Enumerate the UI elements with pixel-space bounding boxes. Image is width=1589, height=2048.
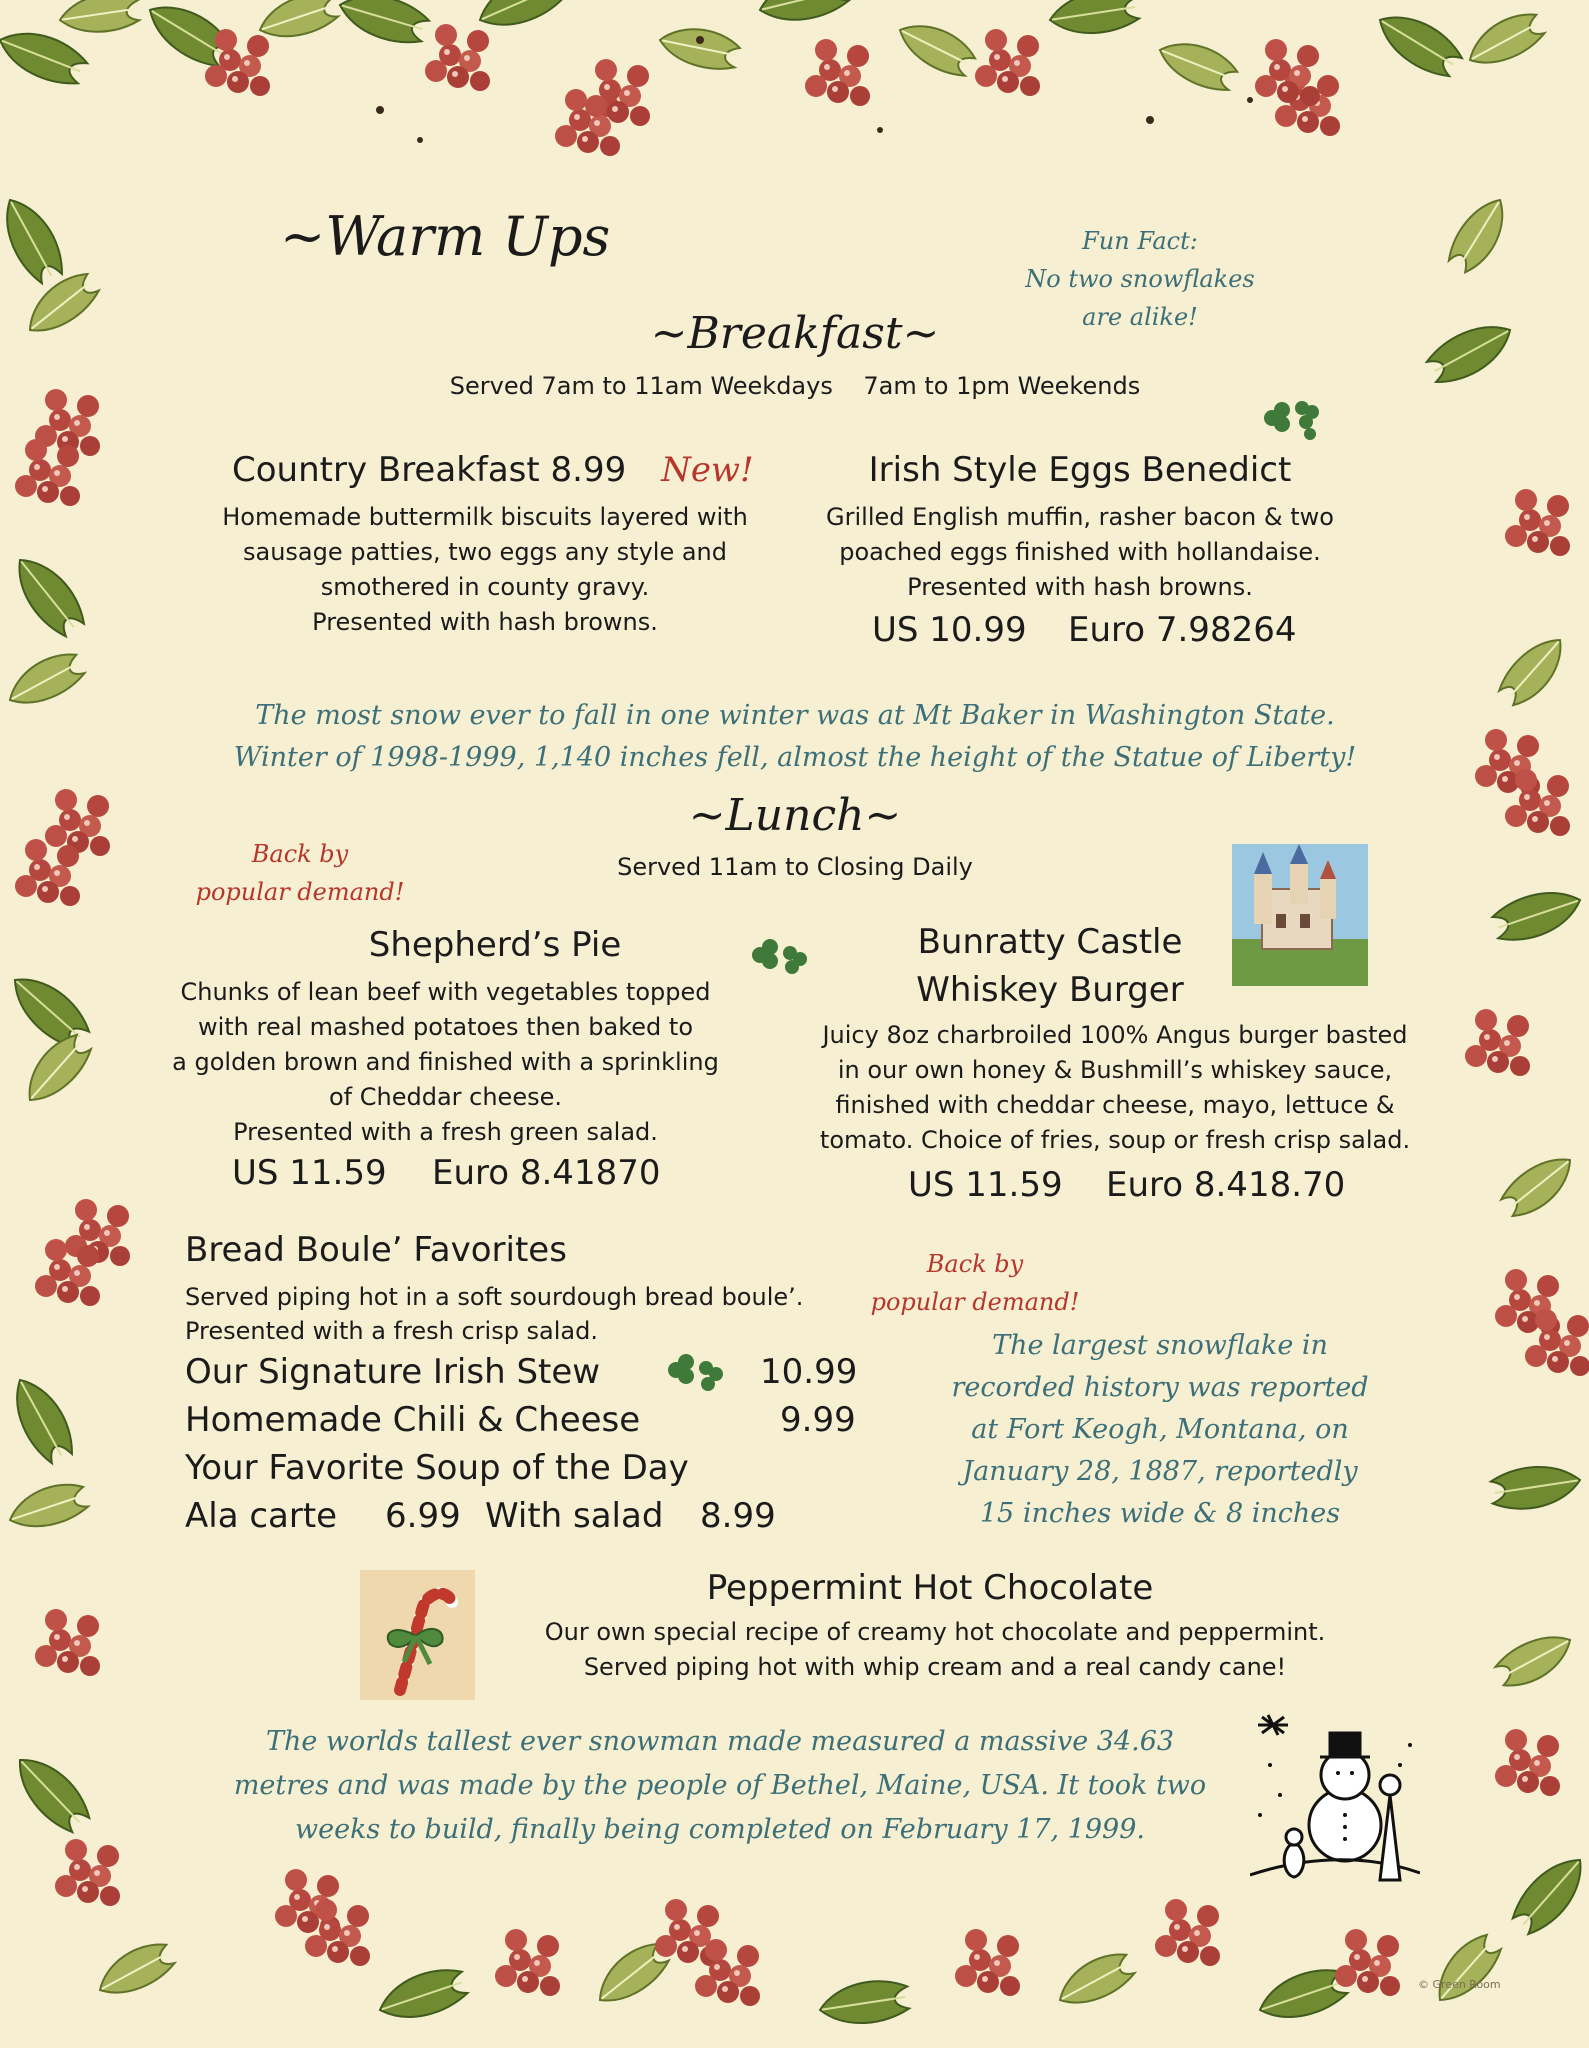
breakfast-heading: ~Breakfast~ [650, 308, 940, 359]
country-breakfast-title [232, 450, 772, 490]
title-line: Bunratty Castle [917, 922, 1183, 962]
copyright-text: © Green Room [1418, 1978, 1501, 1991]
desc-line: finished with cheddar cheese, mayo, lettuce & [835, 1091, 1395, 1119]
breakfast-hours: Served 7am to 11am Weekdays 7am to 1pm Weekends [449, 372, 1141, 400]
with-salad-price: 8.99 [700, 1496, 776, 1536]
fact-line: The largest snowflake in [992, 1330, 1328, 1361]
fun-fact-box [990, 222, 1290, 336]
fact-line: at Fort Keogh, Montana, on [971, 1414, 1349, 1445]
desc-line: Presented with a fresh crisp salad. [185, 1317, 599, 1345]
page-title: ~Warm Ups [280, 205, 611, 268]
shamrock-icon [664, 1350, 730, 1398]
desc-line: a golden brown and finished with a sprinkling [172, 1048, 719, 1076]
fun-fact-line: Fun Fact: [1082, 227, 1198, 255]
desc-line: tomato. Choice of fries, soup or fresh crisp salad. [819, 1126, 1411, 1154]
irish-eggs-desc [790, 500, 1370, 605]
fact-line: The worlds tallest ever snowman made measured a massive 34.63 [265, 1726, 1175, 1757]
irish-eggs-price-euro: Euro 7.98264 [1068, 610, 1297, 650]
back-by-demand-left [160, 835, 440, 911]
desc-line: smothered in county gravy. [320, 573, 650, 601]
whiskey-burger-price-us: US 11.59 [908, 1165, 1063, 1205]
bread-boule-heading: Bread Boule’ Favorites [185, 1230, 567, 1270]
fun-fact-line: No two snowflakes [1025, 265, 1255, 293]
snow-fact [190, 695, 1400, 779]
shepherds-pie-title: Shepherd’s Pie [368, 925, 622, 965]
fact-line: 15 inches wide & 8 inches [979, 1498, 1341, 1529]
desc-line: sausage patties, two eggs any style and [242, 538, 728, 566]
fact-line: Winter of 1998-1999, 1,140 inches fell, almost the height of the Statue of Liberty! [233, 742, 1357, 773]
fact-line: January 28, 1887, reportedly [962, 1456, 1358, 1487]
bread-boule-desc [185, 1280, 865, 1348]
desc-line: with real mashed potatoes then baked to [197, 1013, 694, 1041]
ala-carte-label: Ala carte [185, 1496, 338, 1536]
lunch-heading: ~Lunch~ [688, 790, 902, 841]
desc-line: Homemade buttermilk biscuits layered with [222, 503, 748, 531]
irish-eggs-price-us: US 10.99 [872, 610, 1027, 650]
desc-line: Presented with hash browns. [312, 608, 658, 636]
snowflake-fact [930, 1325, 1390, 1535]
fact-line: recorded history was reported [951, 1372, 1369, 1403]
shepherds-pie-price-us: US 11.59 [232, 1153, 387, 1193]
badge-line: popular demand! [870, 1288, 1080, 1316]
ala-carte-price: 6.99 [385, 1496, 461, 1536]
snowman-icon [1250, 1705, 1420, 1890]
desc-line: Grilled English muffin, rasher bacon & two [826, 503, 1334, 531]
hot-chocolate-title: Peppermint Hot Chocolate [706, 1568, 1154, 1608]
snowman-fact [220, 1720, 1220, 1852]
fact-line: weeks to build, finally being completed on February 17, 1999. [295, 1814, 1145, 1845]
whiskey-burger-title [880, 918, 1220, 1014]
item-name: Country Breakfast 8.99 [232, 450, 627, 490]
desc-line: Juicy 8oz charbroiled 100% Angus burger basted [822, 1021, 1408, 1049]
badge-line: Back by [926, 1250, 1024, 1278]
shamrock-icon [748, 935, 814, 983]
desc-line: Chunks of lean beef with vegetables topped [180, 978, 711, 1006]
boule-item-name: Our Signature Irish Stew [185, 1352, 601, 1392]
fun-fact-line: are alike! [1082, 303, 1198, 331]
with-salad-label: With salad [485, 1496, 664, 1536]
shamrock-icon [1260, 398, 1326, 446]
boule-item-price: 9.99 [780, 1400, 856, 1440]
irish-eggs-title: Irish Style Eggs Benedict [868, 450, 1292, 490]
boule-soup-of-day: Your Favorite Soup of the Day [185, 1448, 689, 1488]
whiskey-burger-desc [790, 1018, 1440, 1158]
badge-line: Back by [251, 840, 349, 868]
badge-line: popular demand! [195, 878, 405, 906]
desc-line: in our own honey & Bushmill’s whiskey sauce, [837, 1056, 1393, 1084]
title-line: Whiskey Burger [916, 970, 1184, 1010]
country-breakfast-desc [200, 500, 770, 640]
desc-line: Served piping hot in a soft sourdough bread boule’. [185, 1283, 804, 1311]
lunch-hours: Served 11am to Closing Daily [617, 853, 973, 881]
candy-cane-icon [360, 1570, 475, 1700]
desc-line: Served piping hot with whip cream and a real candy cane! [583, 1653, 1287, 1681]
hot-chocolate-desc [500, 1615, 1370, 1685]
boule-item-name: Homemade Chili & Cheese [185, 1400, 641, 1440]
castle-image [1232, 844, 1368, 986]
boule-item-price: 10.99 [760, 1352, 858, 1392]
desc-line: Presented with hash browns. [907, 573, 1253, 601]
fact-line: metres and was made by the people of Bethel, Maine, USA. It took two [233, 1770, 1207, 1801]
new-badge: New! [661, 450, 754, 490]
shepherds-pie-desc [148, 975, 743, 1150]
desc-line: Presented with a fresh green salad. [233, 1118, 658, 1146]
desc-line: of Cheddar cheese. [328, 1083, 562, 1111]
whiskey-burger-price-euro: Euro 8.418.70 [1106, 1165, 1346, 1205]
back-by-demand-right [840, 1245, 1110, 1321]
fact-line: The most snow ever to fall in one winter was at Mt Baker in Washington State. [255, 700, 1335, 731]
desc-line: poached eggs finished with hollandaise. [839, 538, 1321, 566]
shepherds-pie-price-euro: Euro 8.41870 [432, 1153, 661, 1193]
desc-line: Our own special recipe of creamy hot chocolate and peppermint. [544, 1618, 1326, 1646]
